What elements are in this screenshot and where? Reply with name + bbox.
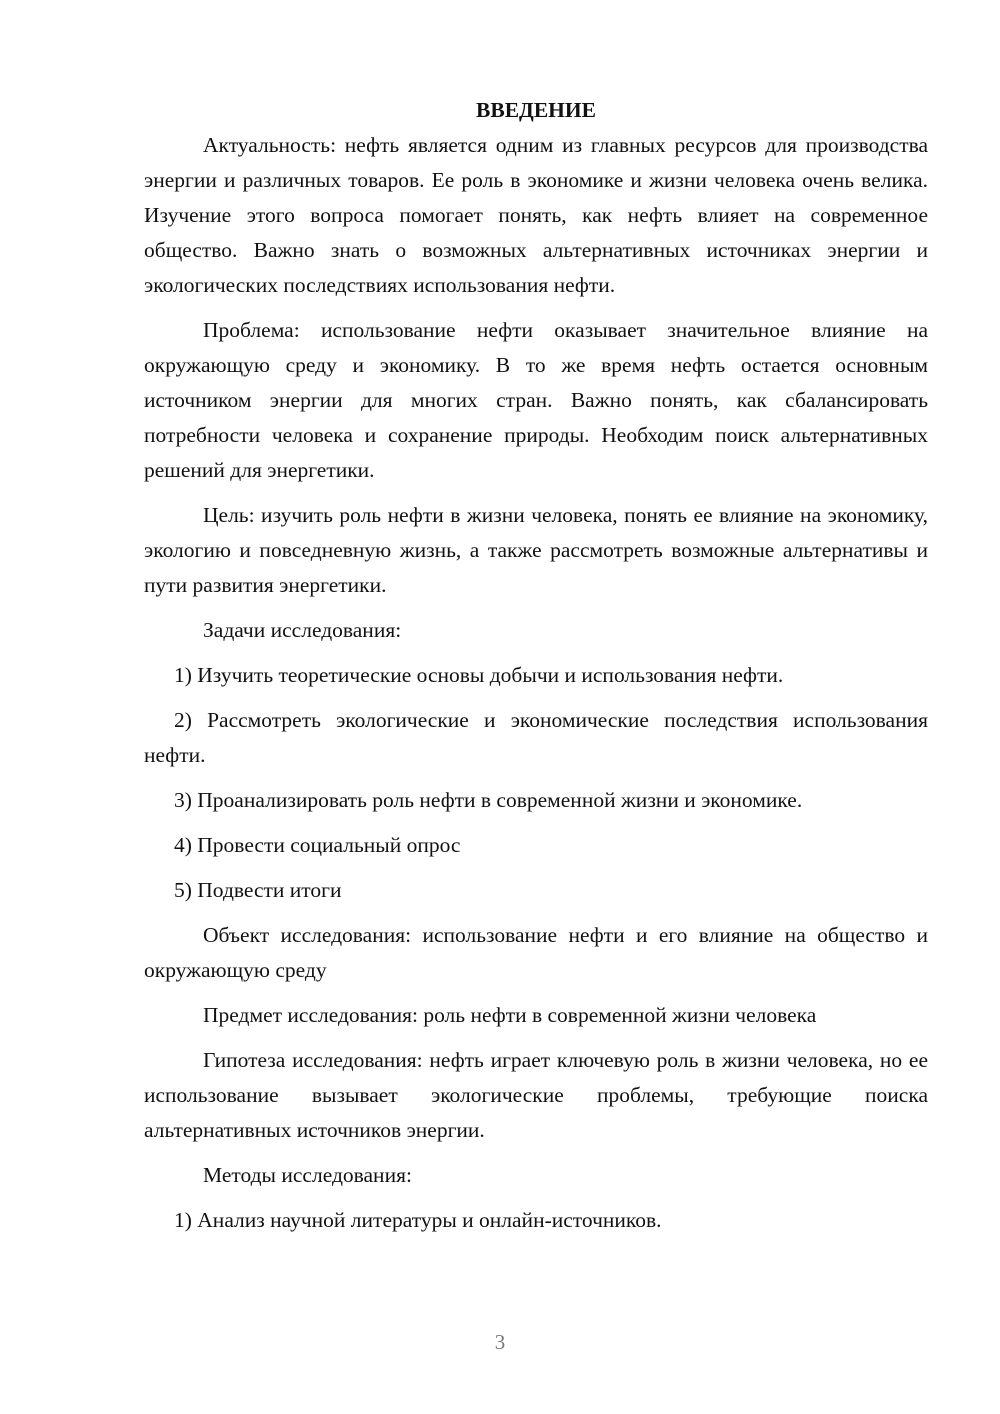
section-title: ВВЕДЕНИЕ bbox=[476, 98, 596, 122]
relevance-paragraph: Актуальность: нефть является одним из главных ресурсов для производства энергии и различных товаров. Ее роль в экономике и жизни человека очень велика. Изучение этого вопроса помогает понять, как нефть влияет на современное общество. Важно знать о возможных альтернативных источниках энергии и экологических последствиях использования нефти. bbox=[144, 133, 928, 297]
task-item: 5) Подвести итоги bbox=[174, 878, 342, 902]
task-item: 3) Проанализировать роль нефти в современной жизни и экономике. bbox=[174, 788, 803, 812]
task-item: 4) Провести социальный опрос bbox=[174, 833, 461, 857]
method-item: 1) Анализ научной литературы и онлайн-источников. bbox=[174, 1208, 662, 1232]
tasks-heading: Задачи исследования: bbox=[203, 618, 402, 642]
hypothesis-paragraph: Гипотеза исследования: нефть играет ключевую роль в жизни человека, но ее использование вызывает экологические проблемы, требующие поиска альтернативных источников энергии. bbox=[144, 1048, 928, 1142]
task-item: 1) Изучить теоретические основы добычи и использования нефти. bbox=[174, 663, 784, 687]
subject-paragraph: Предмет исследования: роль нефти в современной жизни человека bbox=[203, 1003, 817, 1027]
page-content bbox=[144, 92, 928, 1248]
object-paragraph: Объект исследования: использование нефти и его влияние на общество и окружающую среду bbox=[144, 923, 928, 982]
goal-paragraph: Цель: изучить роль нефти в жизни человека, понять ее влияние на экономику, экологию и повседневную жизнь, а также рассмотреть возможные альтернативы и пути развития энергетики. bbox=[144, 503, 928, 597]
methods-heading: Методы исследования: bbox=[203, 1163, 412, 1187]
page-number: 3 bbox=[494, 1330, 506, 1354]
problem-paragraph: Проблема: использование нефти оказывает значительное влияние на окружающую среду и экономику. В то же время нефть остается основным источником энергии для многих стран. Важно понять, как сбалансировать потребности человека и сохранение природы. Необходим поиск альтернативных решений для энергетики. bbox=[144, 318, 928, 482]
task-item: 2) Рассмотреть экологические и экономические последствия использования нефти. bbox=[144, 708, 928, 767]
